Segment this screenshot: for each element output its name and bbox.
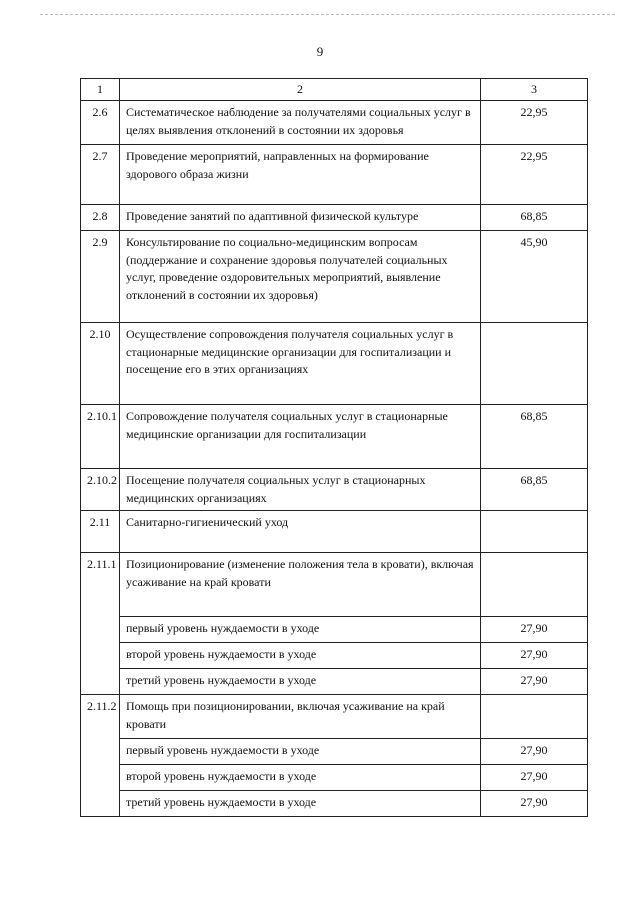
table-row: [81, 101, 588, 145]
item-number: [81, 765, 120, 791]
service-price: [481, 695, 588, 739]
item-number: [81, 617, 120, 643]
item-number: 2.10.1: [81, 405, 120, 469]
table-row: [81, 405, 588, 469]
service-description: Систематическое наблюдение за получателями социальных услуг в целях выявления отклонений в состоянии их здоровья: [120, 101, 481, 145]
service-price: 68,85: [481, 405, 588, 469]
table-row: [81, 791, 588, 817]
item-number: [81, 791, 120, 817]
scan-top-line: [40, 14, 615, 15]
service-price: 68,85: [481, 469, 588, 511]
service-price: [481, 553, 588, 617]
care-level-description: третий уровень нуждаемости в уходе: [120, 669, 481, 695]
table-row: [81, 765, 588, 791]
item-number: 2.7: [81, 145, 120, 205]
service-description: Сопровождение получателя социальных услуг в стационарные медицинские организации для госпитализации: [120, 405, 481, 469]
care-level-description: второй уровень нуждаемости в уходе: [120, 643, 481, 669]
table-row: [81, 695, 588, 739]
service-description: Проведение занятий по адаптивной физической культуре: [120, 205, 481, 231]
service-price: 68,85: [481, 205, 588, 231]
item-number: [81, 643, 120, 669]
service-price: 22,95: [481, 101, 588, 145]
care-level-description: второй уровень нуждаемости в уходе: [120, 765, 481, 791]
service-price: 27,90: [481, 739, 588, 765]
table-row: [81, 205, 588, 231]
service-price: 45,90: [481, 231, 588, 323]
table-row: [81, 323, 588, 405]
service-description: Осуществление сопровождения получателя социальных услуг в стационарные медицинские организации для госпитализации и посещение его в этих организациях: [120, 323, 481, 405]
table-row: [81, 643, 588, 669]
item-number: 2.10.2: [81, 469, 120, 511]
service-description: Проведение мероприятий, направленных на формирование здорового образа жизни: [120, 145, 481, 205]
item-number: 2.8: [81, 205, 120, 231]
item-number: 2.10: [81, 323, 120, 405]
column-header-2: 2: [120, 79, 481, 101]
service-description: Помощь при позиционировании, включая усаживание на край кровати: [120, 695, 481, 739]
table-row: [81, 231, 588, 323]
service-description: Консультирование по социально-медицинским вопросам (поддержание и сохранение здоровья получателей социальных услуг, проведение оздоровительных мероприятий, выявление отклонений в состоянии их здоровья): [120, 231, 481, 323]
table-row: [81, 511, 588, 553]
table-row: [81, 145, 588, 205]
care-level-description: третий уровень нуждаемости в уходе: [120, 791, 481, 817]
care-level-description: первый уровень нуждаемости в уходе: [120, 739, 481, 765]
table-row: [81, 669, 588, 695]
item-number: 2.11.1: [81, 553, 120, 617]
item-number: [81, 669, 120, 695]
table-row: [81, 553, 588, 617]
service-price: [481, 323, 588, 405]
item-number: 2.9: [81, 231, 120, 323]
page-number: 9: [316, 44, 324, 59]
item-number: 2.11.2: [81, 695, 120, 739]
item-number: 2.6: [81, 101, 120, 145]
table-header-row: [81, 79, 588, 101]
tariff-table: [80, 78, 588, 817]
column-header-3: 3: [481, 79, 588, 101]
service-price: 27,90: [481, 617, 588, 643]
service-price: 27,90: [481, 669, 588, 695]
service-price: [481, 511, 588, 553]
service-description: Позиционирование (изменение положения тела в кровати), включая усаживание на край кровати: [120, 553, 481, 617]
care-level-description: первый уровень нуждаемости в уходе: [120, 617, 481, 643]
item-number: [81, 739, 120, 765]
table-row: [81, 469, 588, 511]
service-description: Посещение получателя социальных услуг в стационарных медицинских организациях: [120, 469, 481, 511]
table-row: [81, 617, 588, 643]
service-price: 22,95: [481, 145, 588, 205]
service-price: 27,90: [481, 765, 588, 791]
service-description: Санитарно-гигиенический уход: [120, 511, 481, 553]
table-row: [81, 739, 588, 765]
service-price: 27,90: [481, 791, 588, 817]
service-price: 27,90: [481, 643, 588, 669]
column-header-1: 1: [81, 79, 120, 101]
item-number: 2.11: [81, 511, 120, 553]
